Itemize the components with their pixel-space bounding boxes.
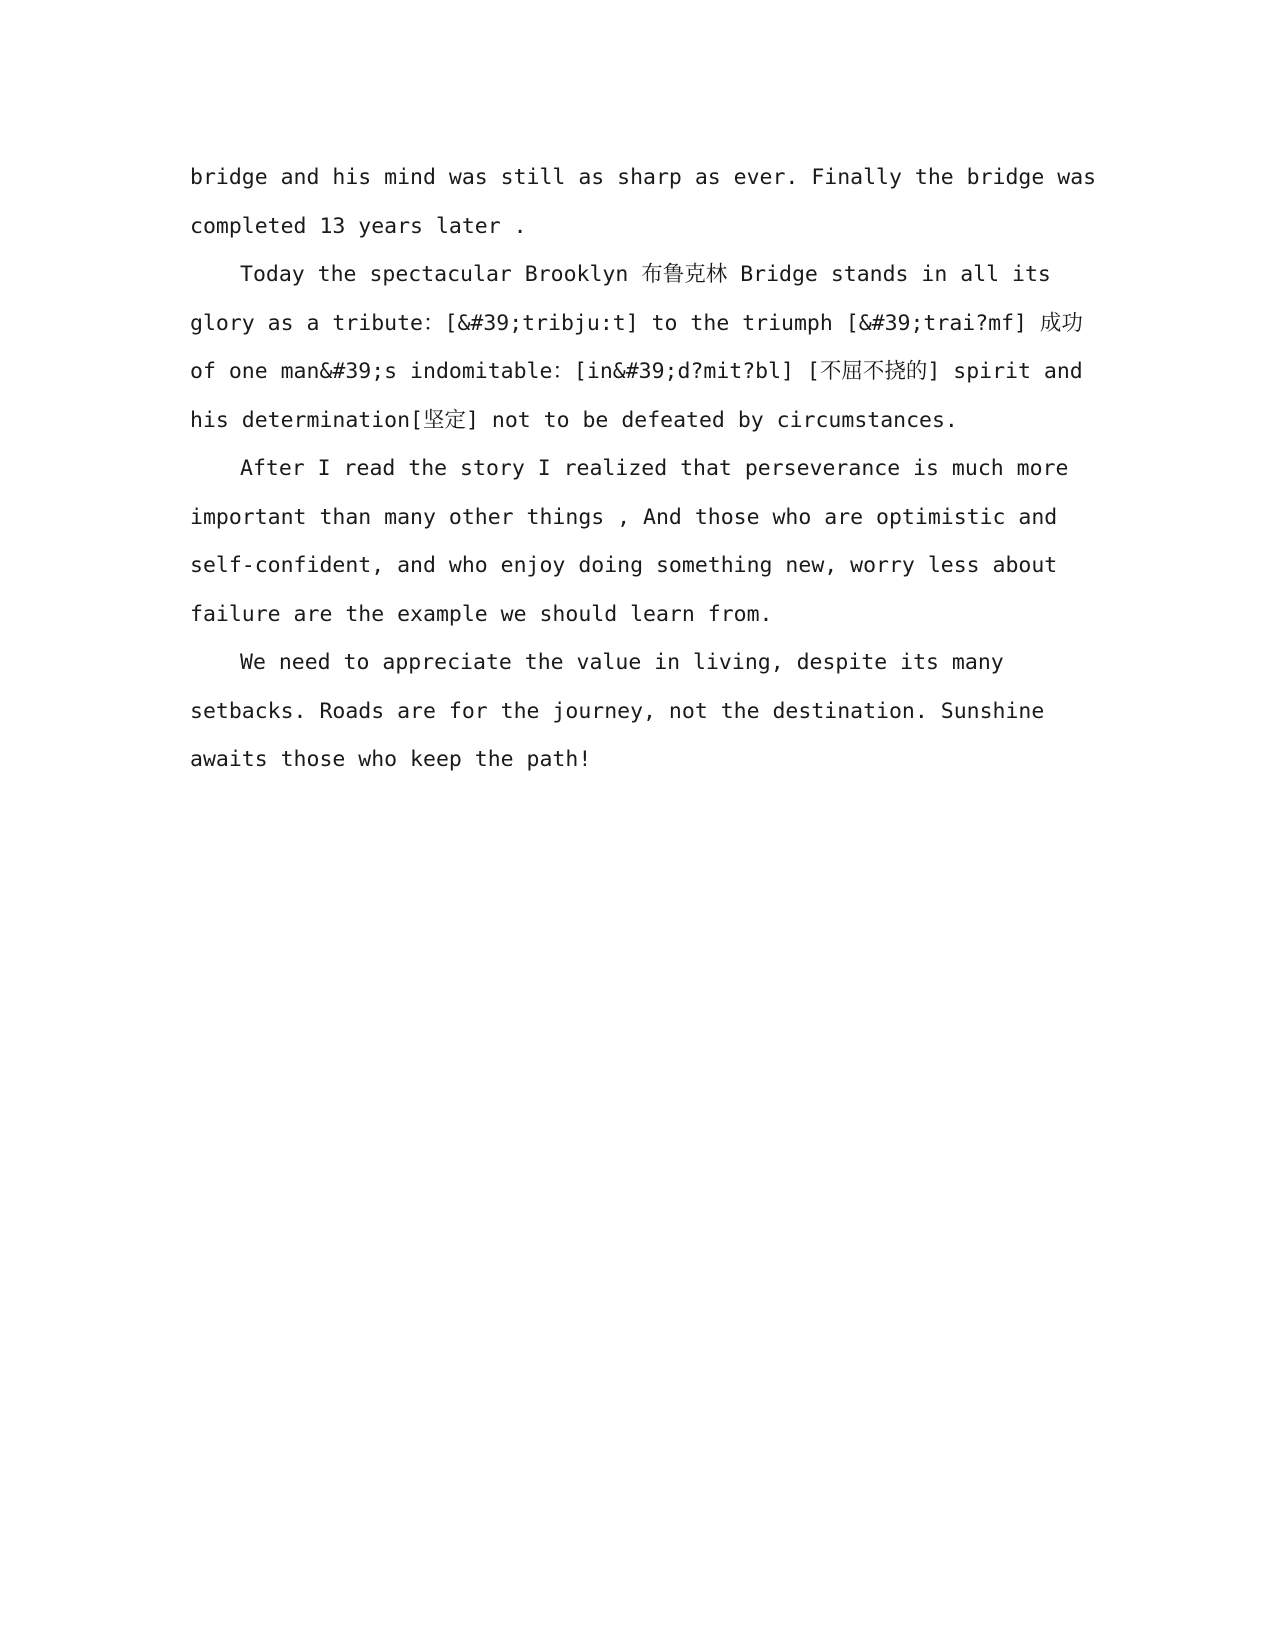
text-line: setbacks. Roads are for the journey, not the destination. Sunshine (190, 698, 1045, 724)
body-text (190, 154, 1097, 785)
paragraph-start-line: After I read the story I realized that perseverance is much more (240, 456, 1069, 481)
text-line: important than many other things , And those who are optimistic and (190, 504, 1058, 530)
text-line: of one man&#39;s indomitable：[in&#39;d?mit?bl] [不屈不挠的] spirit and (190, 359, 1083, 384)
text-line: his determination[坚定] not to be defeated by circumstances. (190, 407, 958, 433)
paragraph-start-line: Today the spectacular Brooklyn 布鲁克林 Bridge stands in all its (240, 262, 1051, 287)
text-line: self-confident, and who enjoy doing something new, worry less about (190, 553, 1058, 578)
text-line: bridge and his mind was still as sharp as ever. Finally the bridge was (190, 165, 1097, 190)
text-line: failure are the example we should learn from. (190, 601, 773, 627)
text-line: completed 13 years later . (190, 213, 527, 239)
text-line: glory as a tribute：[&#39;tribju:t] to the triumph [&#39;trai?mf] 成功 (190, 310, 1083, 336)
text-line: awaits those who keep the path! (190, 747, 592, 772)
paragraph-start-line: We need to appreciate the value in living, despite its many (240, 650, 1004, 675)
